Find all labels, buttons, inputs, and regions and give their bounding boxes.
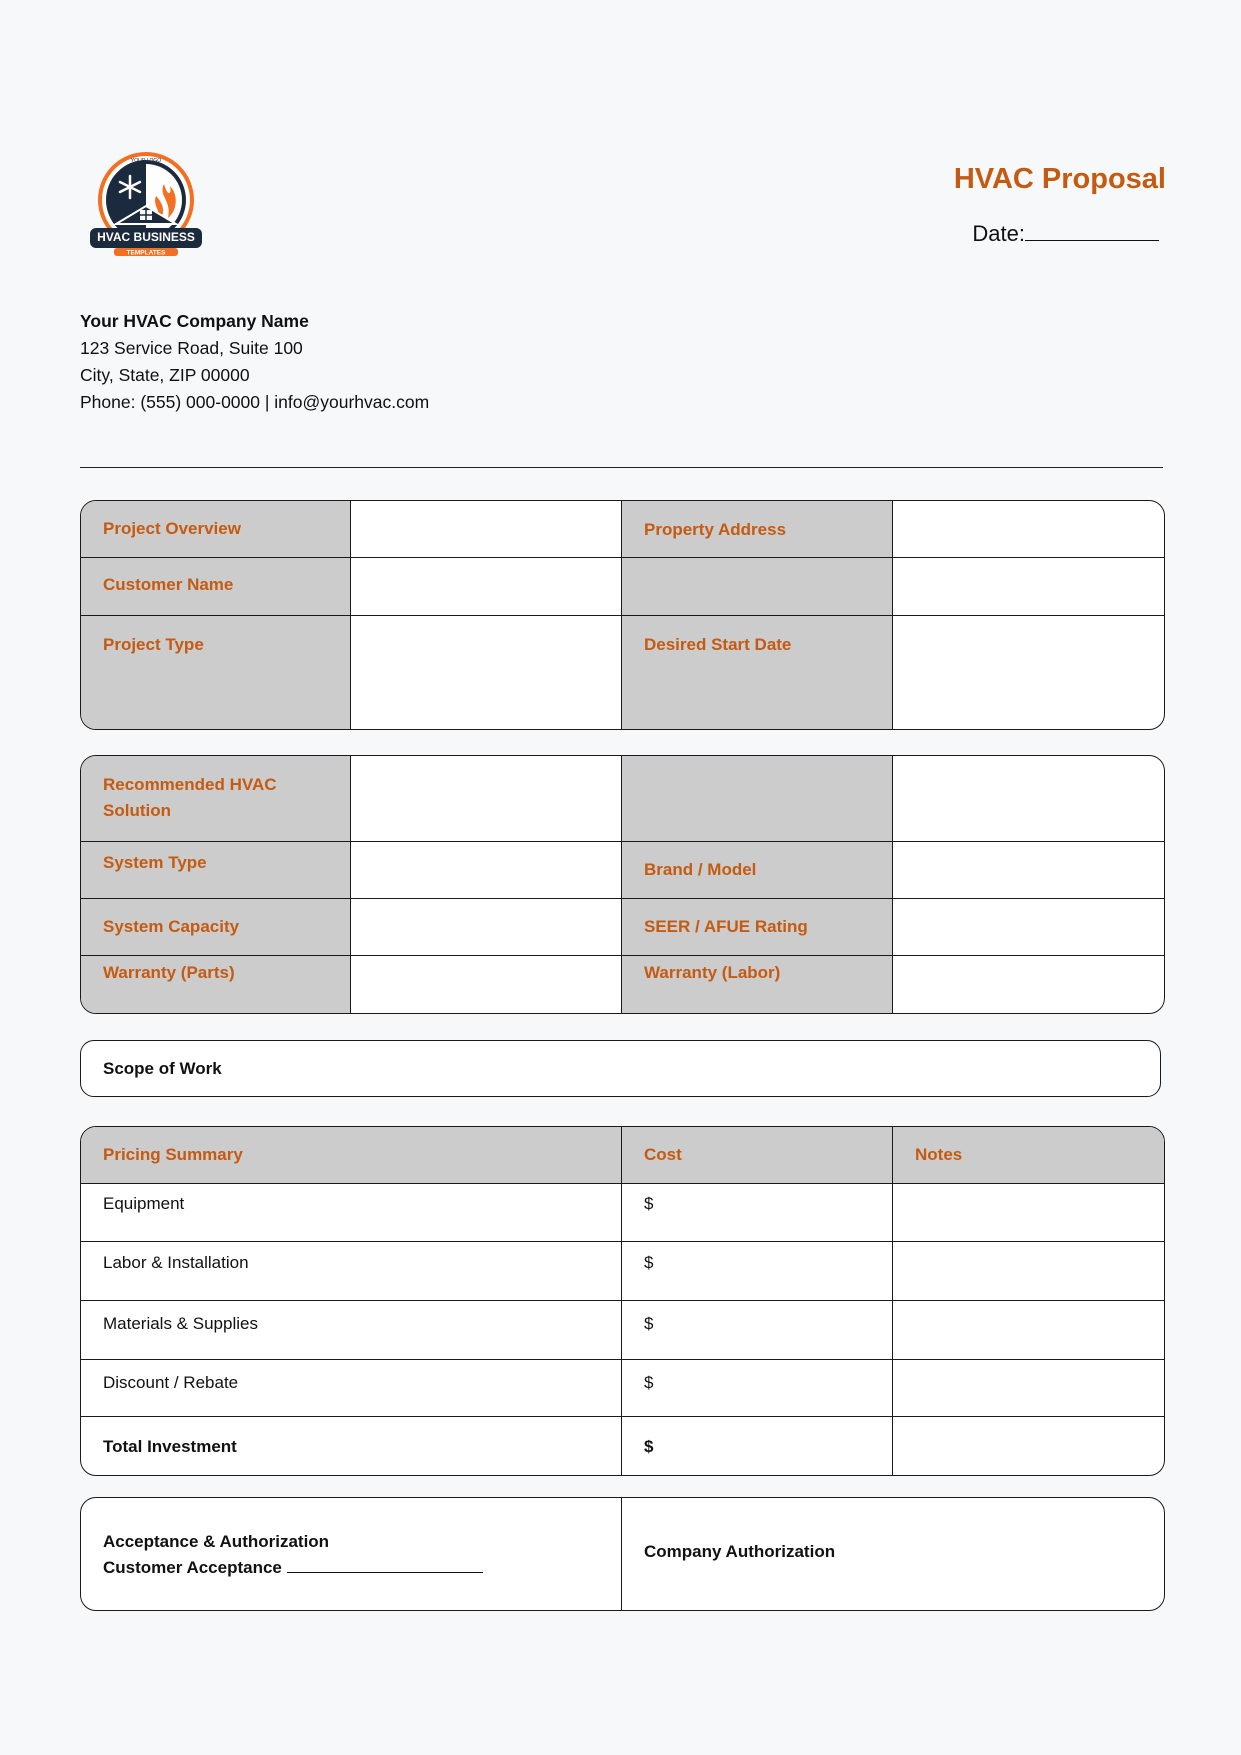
logo-top-text: YOUR LOGO: [130, 158, 162, 164]
seer-afue-label: SEER / AFUE Rating: [644, 917, 808, 936]
pricing-item: Materials & Supplies: [81, 1301, 622, 1360]
project-overview-label: Project Overview: [103, 519, 241, 538]
pricing-summary-header: Pricing Summary: [103, 1145, 243, 1164]
acceptance-title: Acceptance & Authorization: [103, 1532, 330, 1551]
table-row: [81, 1242, 1164, 1301]
property-address-label: Property Address: [644, 520, 787, 539]
date-label: Date:: [972, 221, 1025, 246]
property-address-field-2[interactable]: [893, 558, 1164, 616]
project-table: [80, 500, 1165, 730]
customer-acceptance-label: Customer Acceptance: [103, 1558, 282, 1577]
header-divider: [80, 467, 1163, 468]
system-table: [80, 755, 1165, 1014]
project-type-field[interactable]: [351, 616, 622, 729]
pricing-notes[interactable]: [893, 1360, 1164, 1417]
pricing-item: Labor & Installation: [81, 1242, 622, 1301]
table-row: [81, 899, 1164, 956]
scope-of-work-label: Scope of Work: [103, 1059, 222, 1078]
pricing-header-row: [81, 1127, 1164, 1184]
pricing-cost[interactable]: $: [622, 1360, 893, 1417]
table-row: [81, 956, 1164, 1013]
pricing-cost[interactable]: $: [622, 1301, 893, 1360]
company-info: [80, 308, 429, 416]
table-row: [81, 616, 1164, 729]
table-row: [81, 1301, 1164, 1360]
system-capacity-label: System Capacity: [103, 917, 240, 936]
customer-name-field[interactable]: [351, 558, 622, 616]
warranty-parts-label: Warranty (Parts): [103, 963, 235, 982]
project-type-label: Project Type: [103, 635, 204, 654]
customer-signature-line[interactable]: [287, 1558, 483, 1573]
pricing-cost[interactable]: $: [622, 1242, 893, 1301]
warranty-parts-field[interactable]: [351, 956, 622, 1013]
system-type-label: System Type: [103, 853, 207, 872]
blank-shaded-cell: [622, 558, 893, 616]
total-investment-label: Total Investment: [103, 1437, 237, 1456]
pricing-notes[interactable]: [893, 1242, 1164, 1301]
table-row: [81, 756, 1164, 842]
blank-shaded-cell: [622, 756, 893, 842]
logo-subtext: TEMPLATES: [126, 249, 166, 257]
scope-of-work-box[interactable]: [80, 1040, 1161, 1097]
desired-start-date-field[interactable]: [893, 616, 1164, 729]
company-name: Your HVAC Company Name: [80, 311, 309, 331]
seer-afue-field[interactable]: [893, 899, 1164, 956]
pricing-notes[interactable]: [893, 1184, 1164, 1242]
brand-model-label: Brand / Model: [644, 860, 757, 879]
acceptance-table: [80, 1497, 1165, 1611]
pricing-table: [80, 1126, 1165, 1476]
logo-text: HVAC BUSINESS: [97, 230, 195, 244]
date-field[interactable]: [972, 220, 1159, 247]
table-row: [81, 501, 1164, 558]
recommended-solution-label: Recommended HVAC Solution: [103, 775, 277, 820]
table-row: [81, 1184, 1164, 1242]
company-contact: Phone: (555) 000-0000 | info@yourhvac.com: [80, 392, 430, 412]
company-address-line2: City, State, ZIP 00000: [80, 365, 250, 385]
desired-start-date-label: Desired Start Date: [644, 635, 792, 654]
company-authorization-label: Company Authorization: [644, 1542, 836, 1561]
pricing-item: Discount / Rebate: [81, 1360, 622, 1417]
warranty-labor-field[interactable]: [893, 956, 1164, 1013]
table-row: [81, 1498, 1164, 1610]
property-address-field[interactable]: [893, 501, 1164, 558]
total-notes[interactable]: [893, 1417, 1164, 1475]
cost-header: Cost: [644, 1145, 682, 1164]
pricing-notes[interactable]: [893, 1301, 1164, 1360]
customer-name-label: Customer Name: [103, 575, 234, 594]
notes-header: Notes: [915, 1145, 963, 1164]
company-address-line1: 123 Service Road, Suite 100: [80, 338, 303, 358]
system-type-field[interactable]: [351, 842, 622, 899]
table-row: [81, 1360, 1164, 1417]
brand-model-field[interactable]: [893, 842, 1164, 899]
total-cost: $: [644, 1437, 654, 1456]
document-title: HVAC Proposal: [953, 163, 1166, 195]
pricing-cost[interactable]: $: [622, 1184, 893, 1242]
company-logo: [86, 144, 206, 269]
system-capacity-field[interactable]: [351, 899, 622, 956]
warranty-labor-label: Warranty (Labor): [644, 963, 781, 982]
table-row: [81, 842, 1164, 899]
total-row: [81, 1417, 1164, 1475]
project-overview-field[interactable]: [351, 501, 622, 558]
date-blank[interactable]: [1025, 220, 1159, 241]
recommended-solution-field-2[interactable]: [893, 756, 1164, 842]
recommended-solution-field[interactable]: [351, 756, 622, 842]
pricing-item: Equipment: [81, 1184, 622, 1242]
table-row: [81, 558, 1164, 616]
customer-acceptance-field[interactable]: [103, 1555, 599, 1581]
